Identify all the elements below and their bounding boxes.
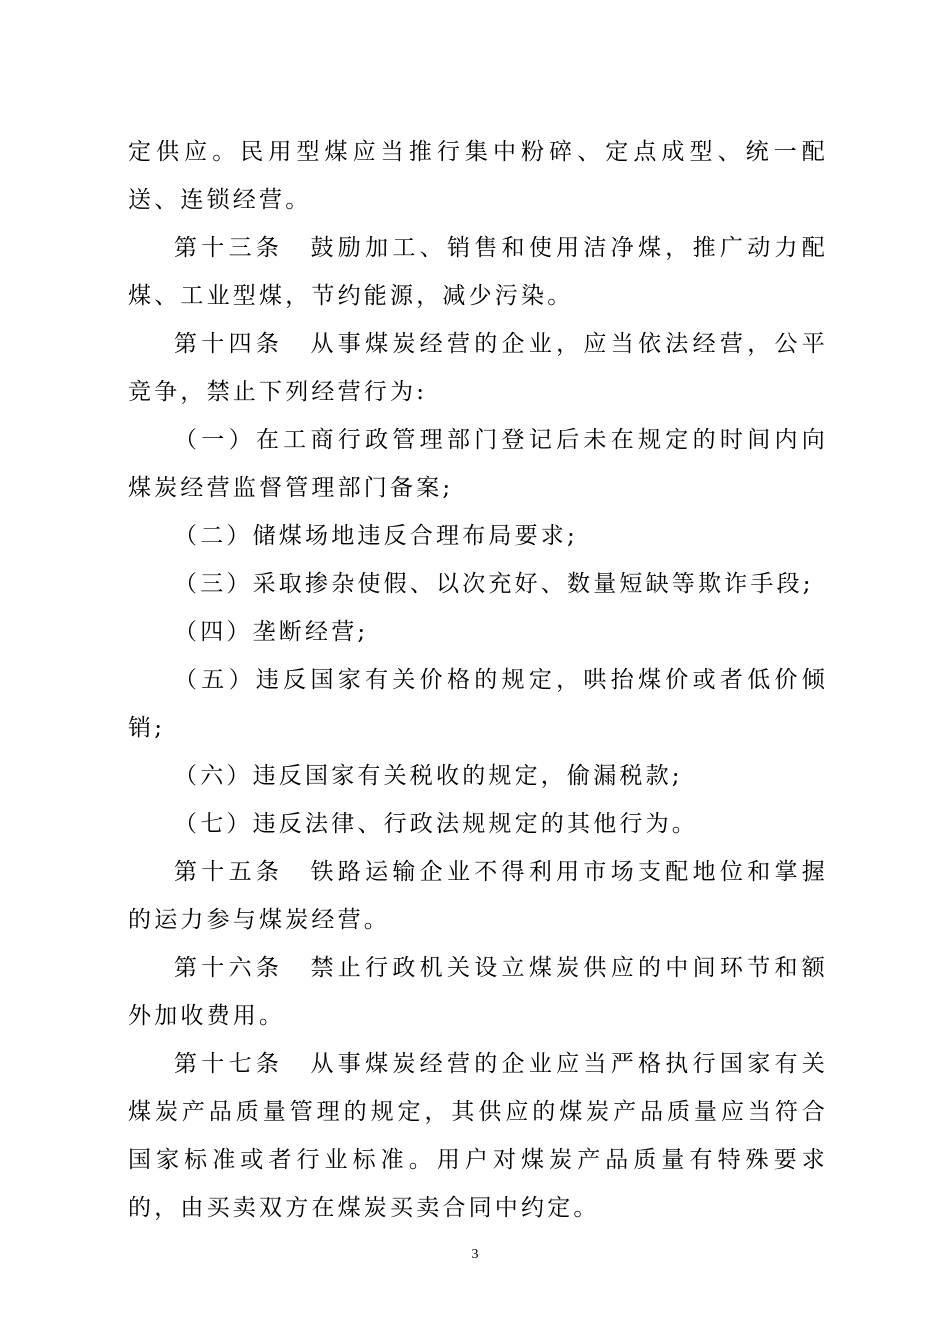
paragraph-article-17: 第十七条 从事煤炭经营的企业应当严格执行国家有关煤炭产品质量管理的规定，其供应的煤炭产品质量应当符合国家标准或者行业标准。用户对煤炭产品质量有特殊要求的，由买卖双方在煤炭买卖合同中约定。 <box>128 1051 828 1221</box>
list-item-6: （六）违反国家有关税收的规定，偷漏税款; <box>174 763 683 789</box>
list-item-4: （四）垄断经营; <box>174 619 369 645</box>
paragraph-article-16: 第十六条 禁止行政机关设立煤炭供应的中间环节和额外加收费用。 <box>128 955 828 1029</box>
paragraph-article-13: 第十三条 鼓励加工、销售和使用洁净煤，推广动力配煤、工业型煤，节约能源，减少污染。 <box>128 235 828 309</box>
list-item-3: （三）采取掺杂使假、以次充好、数量短缺等欺诈手段; <box>174 571 814 597</box>
paragraph-article-14: 第十四条 从事煤炭经营的企业，应当依法经营，公平竞争，禁止下列经营行为: <box>128 331 828 405</box>
paragraph-continuation: 定供应。民用型煤应当推行集中粉碎、定点成型、统一配送、连锁经营。 <box>128 139 828 213</box>
list-item-2: （二）储煤场地违反合理布局要求; <box>174 523 578 549</box>
paragraph-article-15: 第十五条 铁路运输企业不得利用市场支配地位和掌握的运力参与煤炭经营。 <box>128 859 828 933</box>
document-body <box>128 128 828 1232</box>
list-item-5: （五）违反国家有关价格的规定，哄抬煤价或者低价倾销; <box>128 667 828 741</box>
list-item-7: （七）违反法律、行政法规规定的其他行为。 <box>174 811 698 837</box>
page-number: 3 <box>471 1247 479 1262</box>
list-item-1: （一）在工商行政管理部门登记后未在规定的时间内向煤炭经营监督管理部门备案; <box>128 427 828 501</box>
